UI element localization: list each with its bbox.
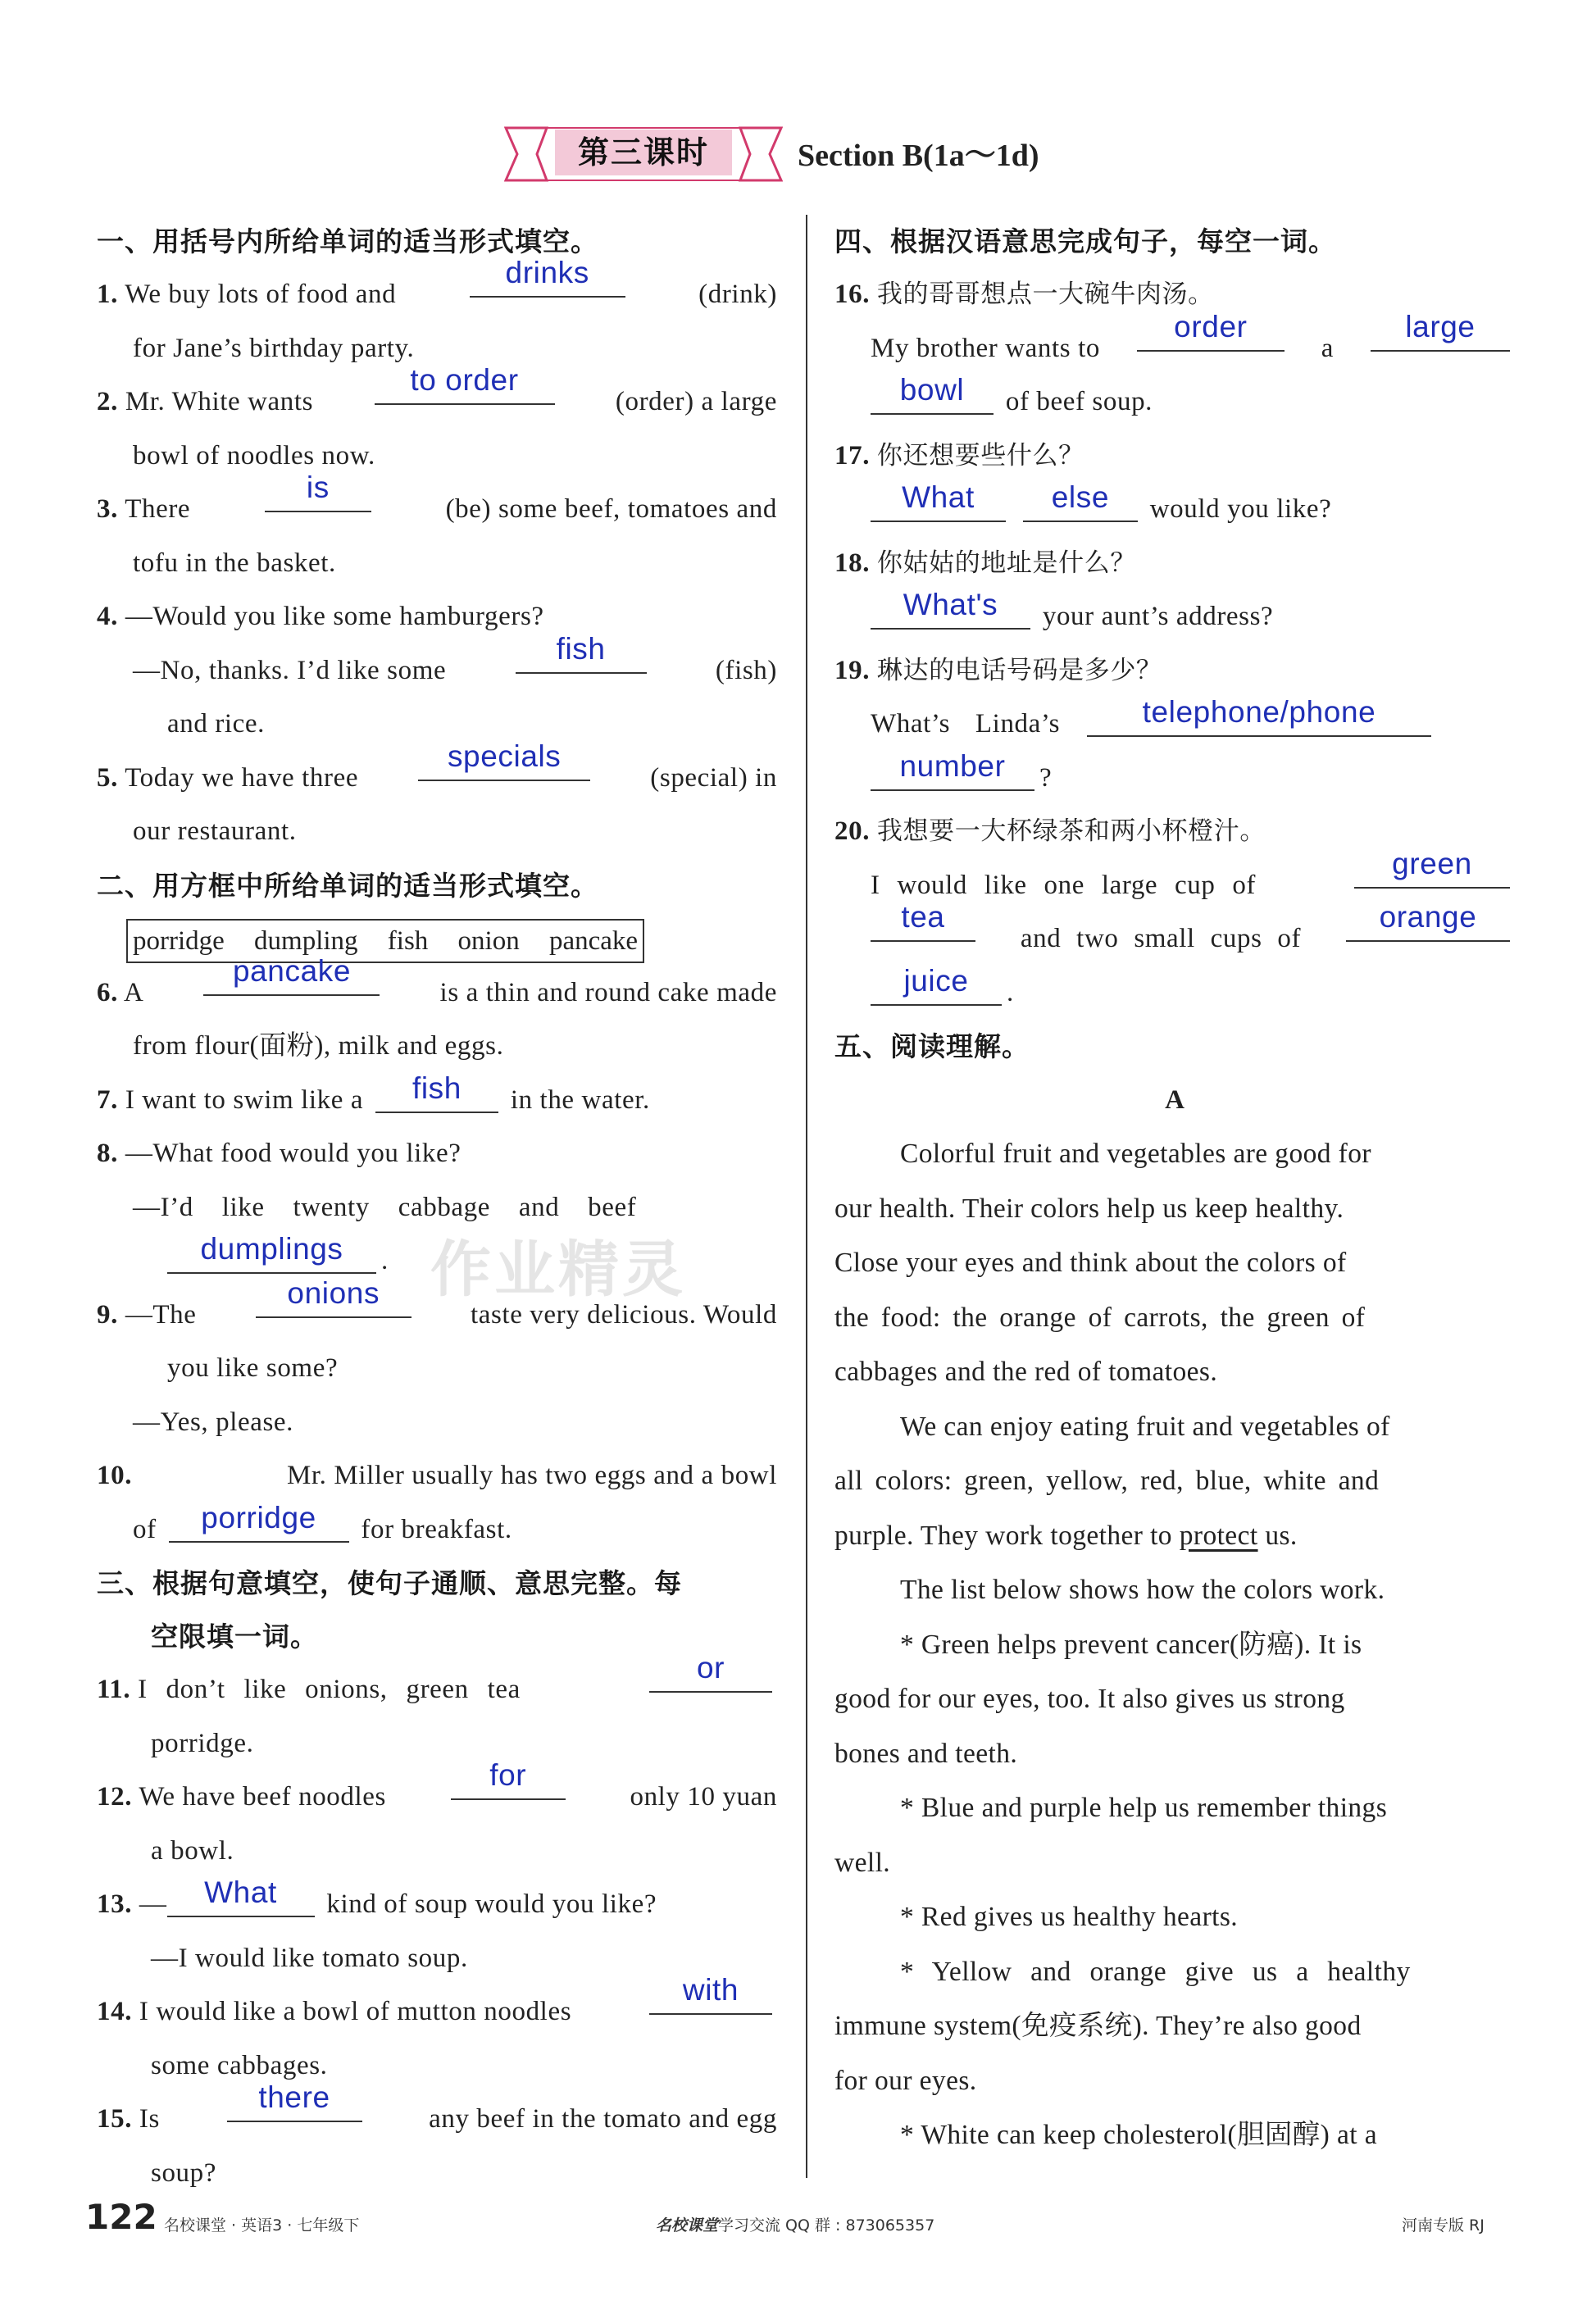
b1-line-3: bones and teeth. — [834, 1738, 1018, 1769]
watermark: 作业精灵 — [430, 1234, 686, 1305]
q20-text: I would like one large cup of — [871, 870, 1257, 900]
book-info: 名校课堂 · 英语3 · 七年级下 — [164, 2216, 360, 2235]
p1-line-1: Colorful fruit and vegetables are good for — [900, 1139, 1371, 1169]
q12-number: 12. — [97, 1782, 133, 1812]
q13-response: —I would like tomato soup. — [151, 1943, 468, 1973]
p1-line-4: the food: the orange of carrots, the green of — [834, 1302, 1366, 1333]
q2-cont: bowl of noodles now. — [133, 440, 375, 471]
q12-blank[interactable] — [451, 1758, 566, 1800]
q16-number: 16. — [834, 280, 871, 309]
q19-qmark: ? — [1039, 762, 1053, 793]
edition-label: 河南专版 RJ — [1402, 2216, 1485, 2235]
q17-answer-1: What — [902, 480, 975, 514]
b1-line-1: * Green helps prevent cancer(防癌). It is — [900, 1629, 1362, 1660]
q20-blank-1[interactable] — [1354, 846, 1510, 889]
q11-number: 11. — [97, 1675, 131, 1704]
q4-blank[interactable] — [516, 631, 647, 674]
q9-number: 9. — [97, 1299, 118, 1330]
q20-blank-4[interactable] — [871, 963, 1002, 1006]
q8-number: 8. — [97, 1139, 118, 1168]
q9-blank[interactable] — [256, 1275, 412, 1318]
q13-answer: What — [204, 1875, 277, 1909]
q4-hint: (fish) — [715, 655, 777, 685]
q20-line-4 — [834, 963, 1515, 1021]
q20-answer-3: orange — [1379, 900, 1477, 934]
q10-blank[interactable] — [169, 1500, 349, 1543]
q15-text: Is — [139, 2104, 160, 2134]
q10-answer: porridge — [201, 1500, 316, 1534]
q10-line — [97, 1449, 777, 1503]
q14-number: 14. — [97, 1997, 133, 2026]
q2-answer: to order — [410, 363, 519, 397]
q20-blank-2[interactable] — [871, 900, 975, 942]
q16-answer-3: bowl — [899, 373, 965, 407]
q5-answer: specials — [447, 739, 562, 773]
q18-line-2 — [834, 590, 1515, 644]
left-column — [97, 215, 777, 2200]
q16-a: a — [1321, 333, 1335, 363]
qq-text: 学习交流 QQ 群 : 873065357 — [718, 2216, 935, 2235]
q3-blank[interactable] — [265, 471, 371, 512]
q13-number: 13. — [97, 1889, 133, 1919]
q4-text: —Would you like some hamburgers? — [125, 602, 544, 631]
p2-line-3 — [834, 1509, 1515, 1564]
q17-line — [834, 430, 1515, 484]
q15-cont: soup? — [151, 2157, 216, 2188]
p2-line-2: all colors: green, yellow, red, blue, white and — [834, 1466, 1380, 1496]
section-4-heading: 四、根据汉语意思完成句子，每空一词。 — [834, 225, 1336, 257]
q16-line-3 — [834, 375, 1515, 430]
bullet-blue-purple — [834, 1781, 1515, 1890]
q13-dash: — — [139, 1889, 167, 1919]
b2-line-2: well. — [834, 1847, 891, 1878]
q16-answer-1: order — [1174, 309, 1248, 343]
q2-hint: (order) a large — [615, 387, 777, 416]
q19-text: What’s Linda’s — [871, 709, 1061, 739]
q6-number: 6. — [97, 977, 118, 1007]
column-divider — [806, 215, 807, 2178]
q19-line — [834, 644, 1515, 698]
q12-text-2: only 10 yuan — [630, 1782, 777, 1812]
q12-text: We have beef noodles — [139, 1782, 386, 1812]
q6-text: A — [123, 977, 144, 1007]
q3-line — [97, 471, 777, 537]
q20-chinese: 我想要一大杯绿茶和两小杯橙汁。 — [876, 816, 1266, 846]
q13-text: kind of soup would you like? — [326, 1889, 657, 1919]
b4-line-2: immune system(免疫系统). They’re also good — [834, 2011, 1362, 2041]
q16-answer-2: large — [1405, 309, 1476, 343]
lesson-badge — [504, 123, 783, 189]
section-5-heading: 五、阅读理解。 — [834, 1030, 1030, 1062]
q12-line — [97, 1758, 777, 1825]
q15-line — [97, 2080, 777, 2147]
bullet-yellow-orange — [834, 1945, 1515, 2109]
q11-line — [97, 1651, 777, 1717]
q16-blank-3[interactable] — [871, 373, 994, 415]
q5-line — [97, 739, 777, 806]
q6-answer: pancake — [232, 953, 352, 988]
q3-text: There — [125, 494, 191, 524]
q2-number: 2. — [97, 387, 118, 416]
q8-answer: dumplings — [200, 1232, 343, 1266]
q1-text: We buy lots of food and — [125, 280, 397, 309]
q14-blank[interactable] — [649, 1973, 772, 2015]
p2-underlined-word: protect — [1179, 1520, 1258, 1551]
q11-cont: porridge. — [151, 1728, 254, 1758]
section-3-heading: 三、根据句意填空，使句子通顺、意思完整。每 — [97, 1567, 682, 1599]
section-title: Section B(1a～1d) — [798, 139, 1039, 173]
q18-number: 18. — [834, 548, 871, 578]
p2-line-3-b: us. — [1265, 1520, 1298, 1551]
q9-response: —Yes, please. — [133, 1407, 294, 1437]
q17-line-2 — [834, 480, 1515, 537]
q19-line-2 — [834, 695, 1515, 752]
q10-line-2 — [97, 1500, 777, 1557]
page-number: 122 — [85, 2197, 157, 2237]
q19-answer-1: telephone/phone — [1142, 695, 1376, 729]
q16-line-2 — [834, 309, 1515, 376]
q20-answer-2: tea — [901, 900, 945, 934]
q19-line-3 — [834, 748, 1515, 806]
q14-answer: with — [682, 1973, 739, 2007]
q12-cont: a bowl. — [151, 1835, 234, 1866]
q3-answer: is — [306, 471, 330, 504]
p1-line-3: Close your eyes and think about the colors of — [834, 1248, 1347, 1278]
q7-number: 7. — [97, 1084, 118, 1115]
q4-number: 4. — [97, 602, 118, 631]
q5-cont: our restaurant. — [133, 816, 297, 846]
q8-line — [97, 1127, 777, 1181]
q10-text: Mr. Miller usually has two eggs and a bowl — [286, 1461, 777, 1490]
q6-line — [97, 953, 777, 1021]
q5-text: Today we have three — [125, 762, 359, 793]
q20-period: . — [1007, 977, 1014, 1007]
q19-answer-2: number — [899, 748, 1006, 783]
q19-number: 19. — [834, 655, 871, 685]
q3-number: 3. — [97, 494, 118, 524]
q11-blank[interactable] — [649, 1651, 772, 1693]
q10-of: of — [133, 1514, 157, 1544]
q1-number: 1. — [97, 280, 118, 309]
word-box: porridge dumpling fish onion pancake — [126, 919, 644, 963]
paragraph-3: The list below shows how the colors work. — [900, 1575, 1385, 1605]
paragraph-2 — [834, 1400, 1515, 1564]
q14-cont: some cabbages. — [151, 2050, 328, 2080]
q2-blank[interactable] — [375, 363, 555, 405]
q17-blank-2[interactable] — [1023, 480, 1138, 522]
q1-answer: drinks — [505, 256, 589, 289]
q4-cont: and rice. — [167, 709, 265, 739]
q10-number: 10. — [97, 1461, 133, 1490]
p1-line-2: our health. Their colors help us keep healthy. — [834, 1193, 1344, 1224]
q14-text: I would like a bowl of mutton noodles — [139, 1997, 572, 2026]
q15-blank[interactable] — [227, 2080, 362, 2122]
b2-line-1: * Blue and purple help us remember things — [900, 1793, 1388, 1823]
q11-text: I don’t like onions, green tea — [138, 1675, 521, 1704]
q5-number: 5. — [97, 762, 118, 793]
q20-line-3 — [834, 900, 1515, 966]
bullet-green — [834, 1618, 1515, 1782]
brand-logo: 名校课堂 — [656, 2216, 719, 2235]
q1-line — [97, 256, 777, 322]
q7-line — [97, 1071, 777, 1128]
q20-blank-3[interactable] — [1346, 900, 1510, 942]
section-3-heading-2: 空限填一词。 — [151, 1621, 318, 1653]
q1-hint: (drink) — [698, 280, 777, 309]
q17-number: 17. — [834, 440, 871, 471]
q18-answer: What's — [903, 588, 998, 621]
q9-cont: you like some? — [167, 1353, 339, 1383]
q17-blank-1[interactable] — [871, 480, 1006, 522]
q3-hint: (be) some beef, tomatoes and — [445, 494, 777, 524]
lesson-header — [504, 123, 1242, 197]
q7-text: I want to swim like a — [125, 1084, 364, 1115]
b4-line-3: for our eyes. — [834, 2065, 977, 2096]
q16-text-2: of beef soup. — [1005, 387, 1153, 416]
q17-text: would you like? — [1149, 494, 1332, 524]
q7-answer: fish — [412, 1071, 462, 1105]
q4-answer: fish — [556, 631, 606, 666]
q16-blank-2[interactable] — [1371, 309, 1510, 352]
q18-chinese: 你姑姑的地址是什么？ — [876, 548, 1136, 578]
q1-blank[interactable] — [470, 256, 625, 298]
q11-answer: or — [696, 1651, 725, 1684]
q7-blank[interactable] — [375, 1071, 498, 1113]
q20-answer-1: green — [1392, 846, 1472, 880]
q19-blank-2[interactable] — [871, 748, 1034, 791]
q12-answer: for — [489, 1758, 527, 1792]
q8-text: —What food would you like? — [125, 1139, 462, 1168]
q13-line — [97, 1875, 777, 1932]
q8-response: —I’d like twenty cabbage and beef — [133, 1192, 637, 1222]
q5-blank[interactable] — [418, 739, 590, 781]
q15-number: 15. — [97, 2104, 133, 2134]
q8-period: . — [381, 1246, 389, 1275]
q6-cont: from flour(面粉), milk and eggs. — [133, 1031, 504, 1061]
q20-answer-4: juice — [903, 963, 969, 998]
q20-number: 20. — [834, 816, 871, 846]
q8-blank[interactable] — [167, 1232, 376, 1274]
q9-text-2: taste very delicious. Would — [470, 1299, 777, 1330]
p1-line-5: cabbages and the red of tomatoes. — [834, 1357, 1218, 1387]
q6-text-2: is a thin and round cake made — [439, 977, 777, 1007]
q9-answer: onions — [287, 1275, 380, 1310]
qq-group-info — [656, 2213, 934, 2235]
b4-line-1: * Yellow and orange give us a healthy — [900, 1956, 1411, 1987]
q19-chinese: 琳达的电话号码是多少？ — [876, 655, 1162, 685]
q18-line — [834, 537, 1515, 591]
q2-line — [97, 363, 777, 430]
q18-blank[interactable] — [871, 588, 1030, 630]
q6-blank[interactable] — [203, 953, 380, 996]
q13-blank[interactable] — [167, 1875, 315, 1917]
q9-text: —The — [125, 1299, 197, 1330]
footer — [0, 2197, 1596, 2246]
q15-text-2: any beef in the tomato and egg — [429, 2104, 777, 2134]
q18-text: your aunt’s address? — [1042, 602, 1274, 631]
q4-line — [97, 590, 777, 644]
paragraph-1 — [834, 1127, 1515, 1400]
q17-chinese: 你还想要些什么？ — [876, 440, 1084, 471]
q2-text: Mr. White wants — [125, 387, 314, 416]
q14-line — [97, 1973, 777, 2039]
q4-line-2 — [97, 631, 777, 698]
q7-text-2: in the water. — [510, 1084, 650, 1115]
q10-text-2: for breakfast. — [361, 1514, 512, 1544]
lesson-title: 第三课时 — [555, 130, 732, 175]
section-1-heading: 一、用括号内所给单词的适当形式填空。 — [97, 225, 598, 257]
right-column — [834, 215, 1515, 2163]
q15-answer: there — [258, 2080, 330, 2114]
q19-blank-1[interactable] — [1087, 695, 1431, 737]
bullet-red: * Red gives us healthy hearts. — [900, 1902, 1239, 1932]
p2-line-1: We can enjoy eating fruit and vegetables of — [900, 1411, 1390, 1442]
b1-line-2: good for our eyes, too. It also gives us strong — [834, 1684, 1345, 1714]
q16-blank-1[interactable] — [1137, 309, 1285, 352]
section-2-heading: 二、用方框中所给单词的适当形式填空。 — [97, 869, 598, 902]
passage-title: A — [1165, 1085, 1184, 1115]
q5-hint: (special) in — [650, 762, 777, 793]
q4-response: —No, thanks. I’d like some — [133, 655, 447, 685]
q20-text-2: and two small cups of — [1020, 924, 1302, 953]
q16-text: My brother wants to — [871, 333, 1100, 363]
q1-cont: for Jane’s birthday party. — [133, 333, 415, 363]
p2-line-3-a: purple. They work together to — [834, 1520, 1172, 1551]
q3-cont: tofu in the basket. — [133, 548, 336, 578]
q16-chinese: 我的哥哥想点一大碗牛肉汤。 — [876, 280, 1214, 309]
q17-answer-2: else — [1051, 480, 1109, 514]
bullet-white: * White can keep cholesterol(胆固醇) at a — [900, 2120, 1378, 2150]
